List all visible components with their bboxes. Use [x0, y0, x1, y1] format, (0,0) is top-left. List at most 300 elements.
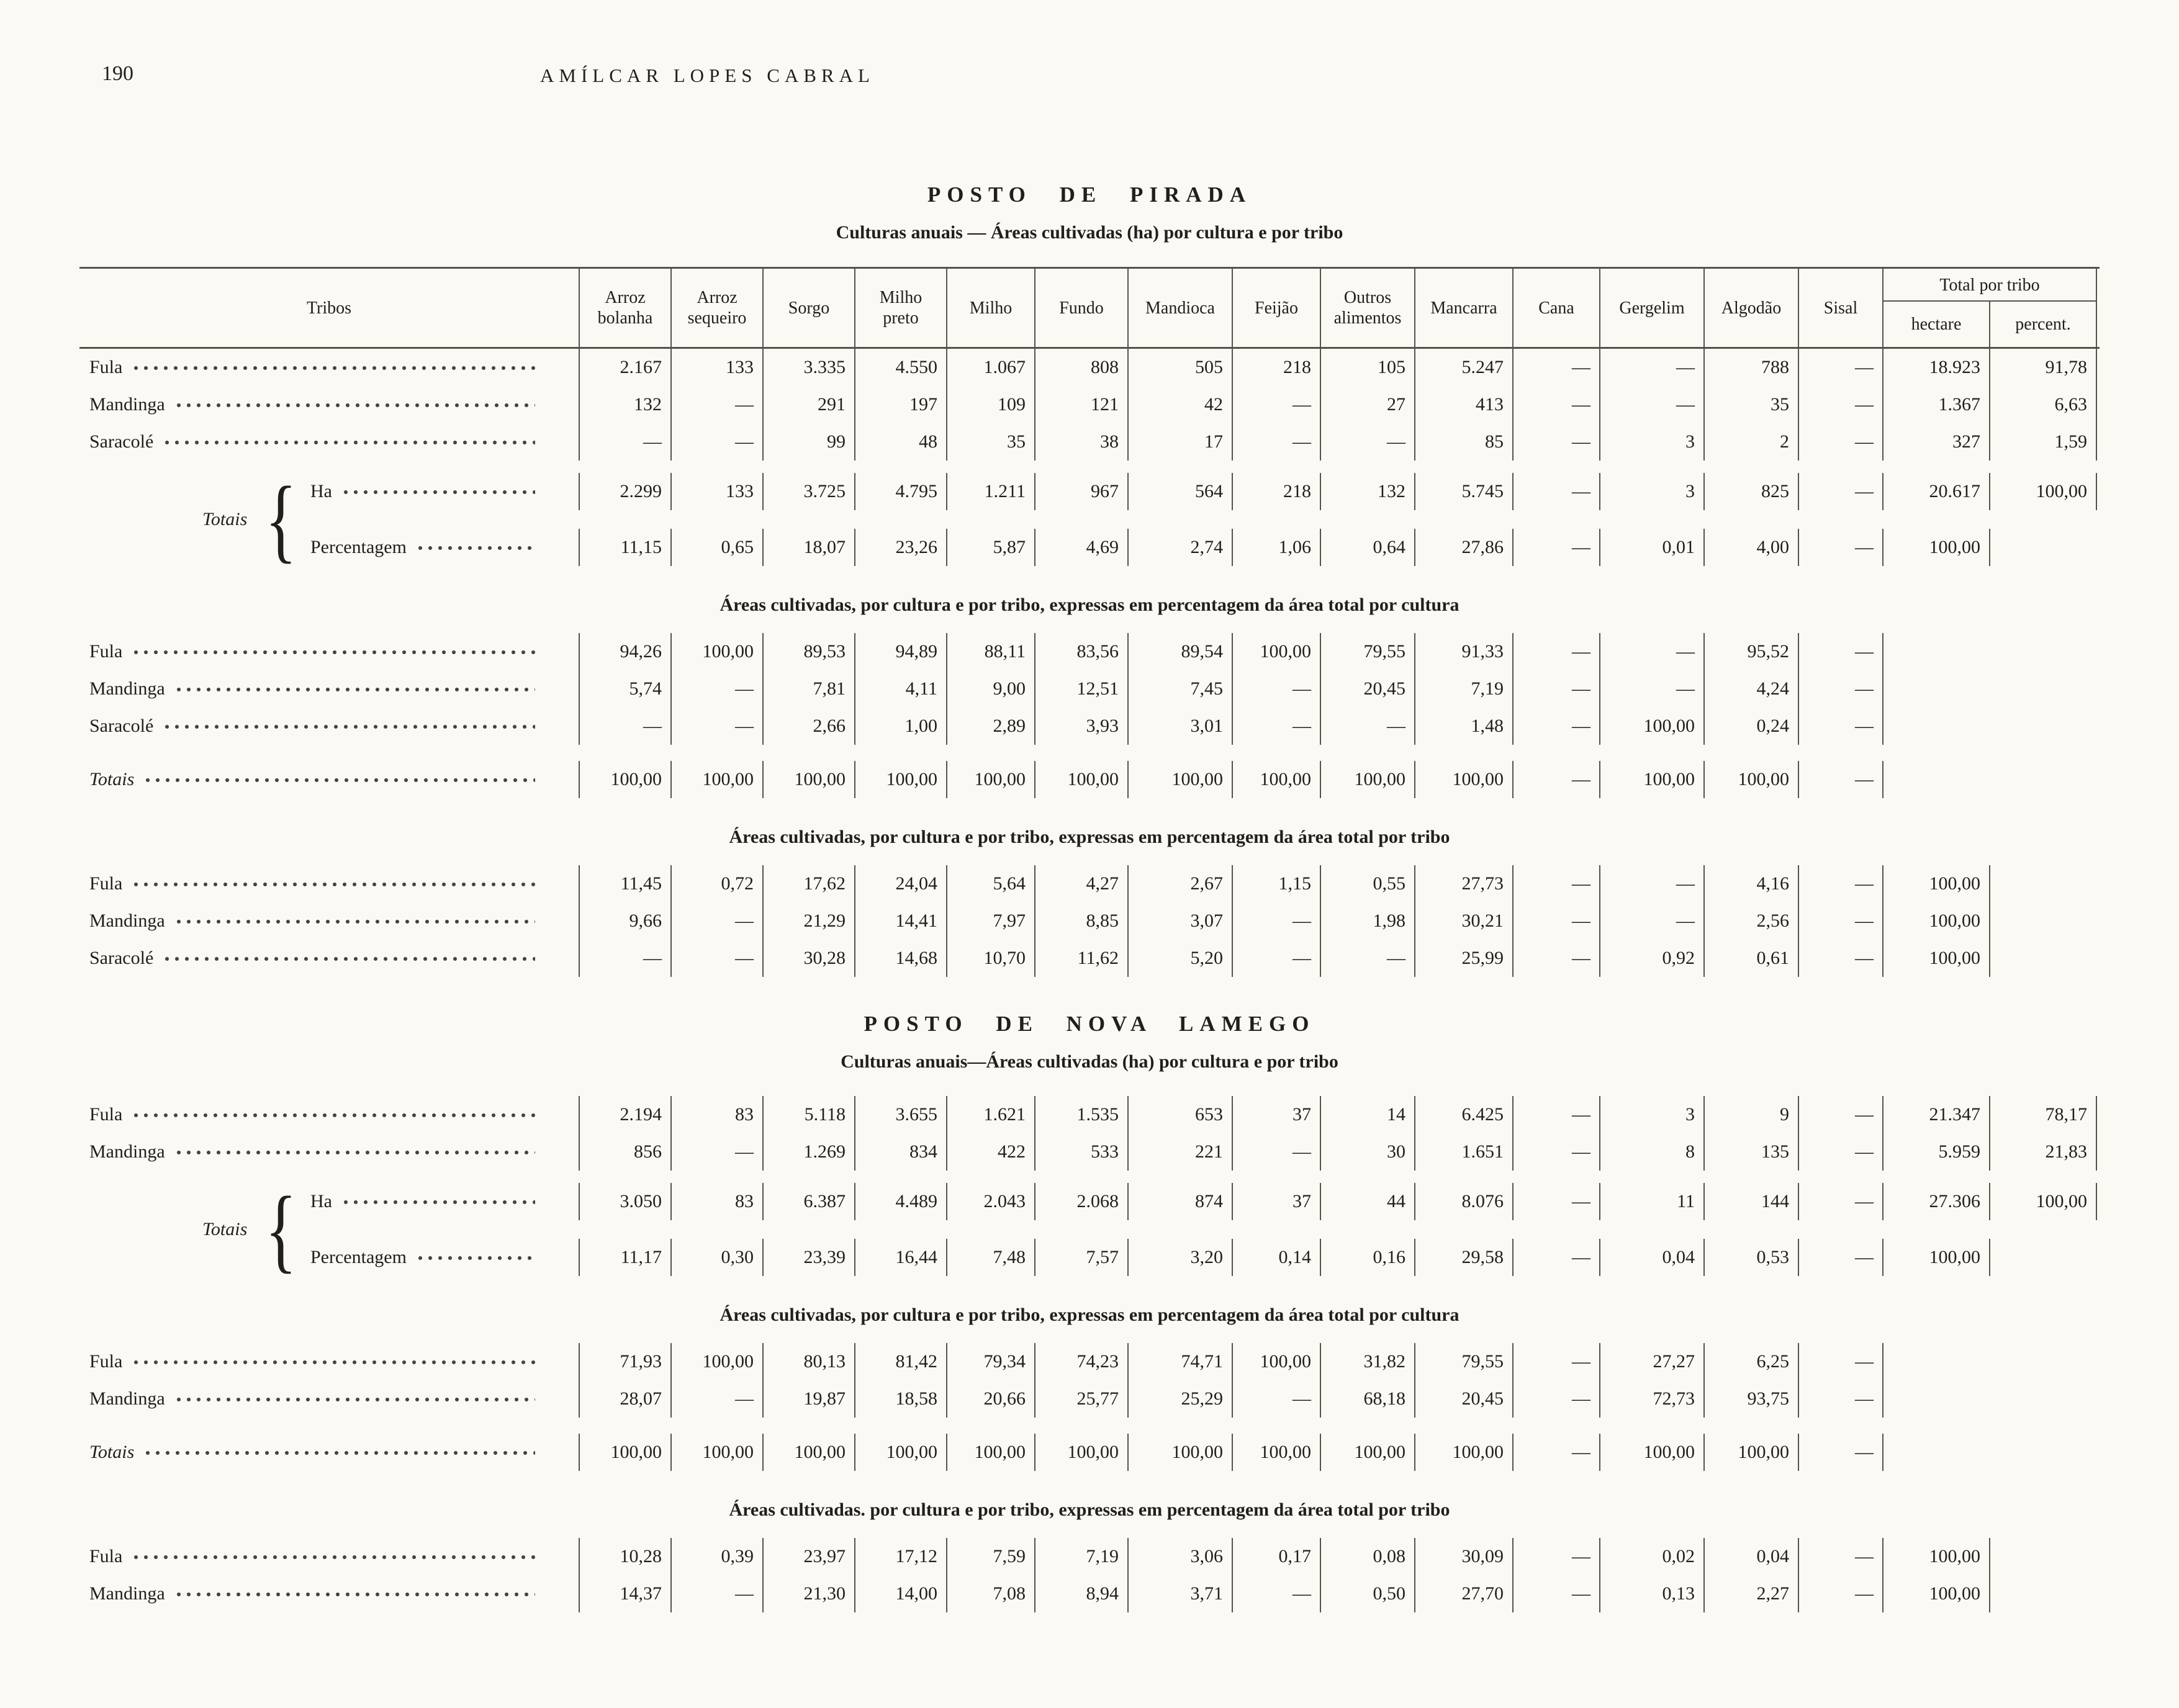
- row-label: Mandinga: [89, 1141, 165, 1162]
- value-cell: 5,64: [947, 865, 1035, 902]
- value-cell: —: [1233, 902, 1321, 940]
- value-cell: —: [1799, 1343, 1884, 1380]
- row-label-cell: [79, 386, 580, 423]
- value-cell: 2,56: [1705, 902, 1799, 940]
- total-subheaders: [1884, 302, 2096, 347]
- page-number: 190: [102, 62, 133, 85]
- value-cell: 21,29: [764, 902, 855, 940]
- value-cell: 100,00: [855, 1434, 947, 1471]
- dot-leader: [162, 437, 535, 448]
- table-row: [79, 423, 2100, 461]
- total-hectare-cell: [1884, 1343, 1990, 1380]
- value-cell: 25,99: [1415, 940, 1514, 977]
- value-cell: 1,15: [1233, 865, 1321, 902]
- value-cell: 4.489: [855, 1183, 947, 1220]
- value-cell: 1.067: [947, 349, 1035, 386]
- value-cell: 30,28: [764, 940, 855, 977]
- value-cell: 100,00: [580, 1434, 672, 1471]
- total-percent-cell: 91,78: [1990, 349, 2097, 386]
- value-cell: 3: [1600, 423, 1705, 461]
- value-cell: 14,37: [580, 1575, 672, 1612]
- value-cell: 12,51: [1035, 670, 1129, 708]
- value-cell: 79,55: [1415, 1343, 1514, 1380]
- table-row: [79, 1096, 2100, 1133]
- value-cell: 91,33: [1415, 633, 1514, 670]
- value-cell: 100,00: [1233, 1434, 1321, 1471]
- table-row: [79, 670, 2100, 708]
- value-cell: —: [1600, 865, 1705, 902]
- row-label: Mandinga: [89, 678, 165, 699]
- value-cell: 100,00: [1233, 1343, 1321, 1380]
- nova-lamego-pct-by-culture-heading: Áreas cultivadas, por cultura e por tribo, expressas em percentagem da área total por cultura: [720, 1305, 1459, 1325]
- totals-caption: [202, 1177, 304, 1282]
- value-cell: 1.269: [764, 1133, 855, 1171]
- value-cell: 109: [947, 386, 1035, 423]
- column-header: Outros alimentos: [1321, 269, 1415, 347]
- total-percent-cell: [1990, 865, 2097, 902]
- value-cell: 0,08: [1321, 1538, 1415, 1575]
- value-cell: 83: [672, 1096, 764, 1133]
- pirada-title: POSTO DE PIRADA: [927, 182, 1252, 207]
- value-cell: 3.655: [855, 1096, 947, 1133]
- value-cell: 1,98: [1321, 902, 1415, 940]
- value-cell: 0,02: [1600, 1538, 1705, 1575]
- value-cell: 0,16: [1321, 1239, 1415, 1276]
- value-cell: —: [1799, 633, 1884, 670]
- value-cell: 825: [1705, 473, 1799, 510]
- row-label-cell: [79, 1133, 580, 1171]
- total-percent-cell: [1990, 529, 2097, 566]
- value-cell: 100,00: [1233, 633, 1321, 670]
- table-row: [79, 633, 2100, 670]
- pirada-totals-block: [79, 467, 2100, 572]
- value-cell: 3,20: [1129, 1239, 1233, 1276]
- dot-leader: [341, 487, 535, 498]
- row-label-cell: [79, 670, 580, 708]
- totals-label: Totais: [202, 509, 248, 529]
- row-label: Fula: [89, 1104, 123, 1125]
- value-cell: 25,29: [1129, 1380, 1233, 1418]
- pirada-areas-table: [79, 349, 2100, 461]
- value-cell: 23,97: [764, 1538, 855, 1575]
- value-cell: 14,68: [855, 940, 947, 977]
- value-cell: 808: [1035, 349, 1129, 386]
- value-cell: 0,30: [672, 1239, 764, 1276]
- value-cell: —: [1600, 349, 1705, 386]
- value-cell: —: [1514, 670, 1600, 708]
- value-cell: 80,13: [764, 1343, 855, 1380]
- value-cell: 100,00: [764, 761, 855, 798]
- table-header: [79, 267, 2100, 349]
- total-percent-cell: [1990, 1538, 2097, 1575]
- value-cell: 0,04: [1600, 1239, 1705, 1276]
- value-cell: 1.651: [1415, 1133, 1514, 1171]
- value-cell: —: [1514, 1133, 1600, 1171]
- value-cell: —: [1799, 1133, 1884, 1171]
- value-cell: 30,21: [1415, 902, 1514, 940]
- row-label-cell: [79, 1239, 580, 1276]
- value-cell: 218: [1233, 349, 1321, 386]
- value-cell: 2: [1705, 423, 1799, 461]
- row-label-cell: [79, 761, 580, 798]
- total-hectare-cell: [1884, 1380, 1990, 1418]
- value-cell: 2.043: [947, 1183, 1035, 1220]
- totals-block: [79, 1177, 2100, 1282]
- total-hectare-cell: 100,00: [1884, 902, 1990, 940]
- table-row: [79, 1133, 2100, 1171]
- value-cell: 564: [1129, 473, 1233, 510]
- total-hectare-cell: [1884, 633, 1990, 670]
- dot-leader: [174, 1394, 535, 1405]
- value-cell: 132: [1321, 473, 1415, 510]
- table-row: [79, 865, 2100, 902]
- value-cell: —: [1514, 386, 1600, 423]
- value-cell: 27,86: [1415, 529, 1514, 566]
- value-cell: 89,53: [764, 633, 855, 670]
- running-head: [79, 62, 2100, 91]
- value-cell: 81,42: [855, 1343, 947, 1380]
- value-cell: 0,17: [1233, 1538, 1321, 1575]
- row-label: Ha: [310, 481, 332, 501]
- row-label: Fula: [89, 1351, 123, 1372]
- dot-leader: [174, 400, 535, 411]
- value-cell: 2,27: [1705, 1575, 1799, 1612]
- total-percent-cell: 1,59: [1990, 423, 2097, 461]
- value-cell: 856: [580, 1133, 672, 1171]
- totals-block: [79, 467, 2100, 572]
- value-cell: 0,24: [1705, 708, 1799, 745]
- value-cell: 2.194: [580, 1096, 672, 1133]
- total-hectare-cell: 100,00: [1884, 1239, 1990, 1276]
- value-cell: 68,18: [1321, 1380, 1415, 1418]
- column-header: Milho preto: [855, 269, 947, 347]
- value-cell: 5.118: [764, 1096, 855, 1133]
- value-cell: 2,89: [947, 708, 1035, 745]
- value-cell: 44: [1321, 1183, 1415, 1220]
- value-cell: 8,85: [1035, 902, 1129, 940]
- total-percent-cell: 100,00: [1990, 473, 2097, 510]
- value-cell: —: [1514, 761, 1600, 798]
- value-cell: 0,39: [672, 1538, 764, 1575]
- value-cell: 100,00: [1600, 761, 1705, 798]
- dot-leader: [341, 1197, 535, 1208]
- value-cell: 11,45: [580, 865, 672, 902]
- total-hectare-cell: 20.617: [1884, 473, 1990, 510]
- column-header: Sisal: [1799, 269, 1884, 347]
- row-label-cell: [79, 1096, 580, 1133]
- value-cell: 788: [1705, 349, 1799, 386]
- dot-leader: [131, 647, 535, 658]
- row-label: Fula: [89, 641, 123, 662]
- value-cell: 221: [1129, 1133, 1233, 1171]
- value-cell: —: [1514, 1183, 1600, 1220]
- value-cell: 121: [1035, 386, 1129, 423]
- value-cell: 132: [580, 386, 672, 423]
- value-cell: 5.247: [1415, 349, 1514, 386]
- value-cell: —: [1600, 902, 1705, 940]
- value-cell: 37: [1233, 1096, 1321, 1133]
- value-cell: 6,25: [1705, 1343, 1799, 1380]
- dot-leader: [162, 953, 535, 964]
- value-cell: —: [1514, 349, 1600, 386]
- value-cell: —: [1233, 1380, 1321, 1418]
- value-cell: 100,00: [580, 761, 672, 798]
- value-cell: —: [1799, 529, 1884, 566]
- total-hectare-cell: [1884, 761, 1990, 798]
- value-cell: 100,00: [1233, 761, 1321, 798]
- value-cell: —: [1514, 1096, 1600, 1133]
- value-cell: 100,00: [672, 1434, 764, 1471]
- table-row: [79, 473, 2100, 510]
- running-header: AMÍLCAR LOPES CABRAL: [540, 65, 875, 86]
- row-label-cell: [79, 633, 580, 670]
- value-cell: 100,00: [1321, 761, 1415, 798]
- row-label-cell: [79, 708, 580, 745]
- value-cell: —: [672, 423, 764, 461]
- value-cell: 0,01: [1600, 529, 1705, 566]
- value-cell: 7,81: [764, 670, 855, 708]
- value-cell: 23,39: [764, 1239, 855, 1276]
- row-label-cell: [79, 1575, 580, 1612]
- value-cell: 85: [1415, 423, 1514, 461]
- nova-lamego-subtitle: Culturas anuais—Áreas cultivadas (ha) por cultura e por tribo: [841, 1051, 1338, 1072]
- value-cell: 6.387: [764, 1183, 855, 1220]
- value-cell: 38: [1035, 423, 1129, 461]
- row-label: Fula: [89, 1546, 123, 1566]
- value-cell: 100,00: [1129, 761, 1233, 798]
- value-cell: 2.299: [580, 473, 672, 510]
- column-header: Sorgo: [764, 269, 855, 347]
- total-hectare-cell: 100,00: [1884, 1538, 1990, 1575]
- column-header-tribos: Tribos: [79, 269, 580, 347]
- value-cell: 100,00: [947, 761, 1035, 798]
- row-label: Ha: [310, 1191, 332, 1211]
- value-cell: 100,00: [764, 1434, 855, 1471]
- value-cell: 4.550: [855, 349, 947, 386]
- dot-leader: [174, 1147, 535, 1158]
- total-percent-cell: [1990, 708, 2097, 745]
- value-cell: —: [1799, 473, 1884, 510]
- value-cell: —: [1514, 473, 1600, 510]
- total-percent-cell: [1990, 670, 2097, 708]
- total-percent-cell: 21,83: [1990, 1133, 2097, 1171]
- value-cell: 71,93: [580, 1343, 672, 1380]
- value-cell: —: [1799, 708, 1884, 745]
- value-cell: 11,17: [580, 1239, 672, 1276]
- value-cell: 24,04: [855, 865, 947, 902]
- table-row: [79, 1380, 2100, 1418]
- value-cell: 18,07: [764, 529, 855, 566]
- value-cell: 37: [1233, 1183, 1321, 1220]
- value-cell: 6.425: [1415, 1096, 1514, 1133]
- value-cell: 27,73: [1415, 865, 1514, 902]
- value-cell: 7,08: [947, 1575, 1035, 1612]
- value-cell: 505: [1129, 349, 1233, 386]
- value-cell: 5.745: [1415, 473, 1514, 510]
- value-cell: 2.068: [1035, 1183, 1129, 1220]
- row-label-cell: [79, 529, 580, 566]
- value-cell: 20,66: [947, 1380, 1035, 1418]
- pirada-pct-by-tribe-heading: Áreas cultivadas, por cultura e por tribo, expressas em percentagem da área total por tribo: [729, 827, 1450, 847]
- value-cell: 3.335: [764, 349, 855, 386]
- value-cell: 88,11: [947, 633, 1035, 670]
- value-cell: 9: [1705, 1096, 1799, 1133]
- value-cell: 14,41: [855, 902, 947, 940]
- value-cell: 135: [1705, 1133, 1799, 1171]
- value-cell: 11,62: [1035, 940, 1129, 977]
- value-cell: 20,45: [1321, 670, 1415, 708]
- value-cell: 21,30: [764, 1575, 855, 1612]
- total-hectare-cell: 27.306: [1884, 1183, 1990, 1220]
- value-cell: 100,00: [672, 761, 764, 798]
- table-row: [79, 761, 2100, 798]
- value-cell: —: [1321, 423, 1415, 461]
- value-cell: 413: [1415, 386, 1514, 423]
- row-label: Totais: [89, 769, 135, 789]
- value-cell: 4,24: [1705, 670, 1799, 708]
- row-label-cell: [79, 1380, 580, 1418]
- column-header: Milho: [947, 269, 1035, 347]
- row-label: Saracolé: [89, 431, 154, 452]
- dot-leader: [174, 684, 535, 695]
- value-cell: 16,44: [855, 1239, 947, 1276]
- value-cell: 100,00: [1600, 708, 1705, 745]
- value-cell: 5,74: [580, 670, 672, 708]
- value-cell: 20,45: [1415, 1380, 1514, 1418]
- value-cell: —: [1514, 1380, 1600, 1418]
- value-cell: 100,00: [1321, 1434, 1415, 1471]
- column-header: Feijão: [1233, 269, 1321, 347]
- value-cell: 93,75: [1705, 1380, 1799, 1418]
- value-cell: —: [672, 902, 764, 940]
- value-cell: —: [1600, 670, 1705, 708]
- total-hectare-cell: 5.959: [1884, 1133, 1990, 1171]
- value-cell: 74,71: [1129, 1343, 1233, 1380]
- value-cell: 8,94: [1035, 1575, 1129, 1612]
- value-cell: 94,26: [580, 633, 672, 670]
- pirada-pct-by-tribe-table: [79, 865, 2100, 977]
- value-cell: 100,00: [672, 633, 764, 670]
- value-cell: —: [1799, 761, 1884, 798]
- value-cell: —: [672, 708, 764, 745]
- value-cell: 79,34: [947, 1343, 1035, 1380]
- value-cell: 533: [1035, 1133, 1129, 1171]
- value-cell: 9,00: [947, 670, 1035, 708]
- value-cell: 1.621: [947, 1096, 1035, 1133]
- total-hectare-cell: 21.347: [1884, 1096, 1990, 1133]
- nova-lamego-pct-by-culture-table: [79, 1343, 2100, 1471]
- total-hectare-cell: 1.367: [1884, 386, 1990, 423]
- dot-leader: [162, 721, 535, 732]
- value-cell: 94,89: [855, 633, 947, 670]
- value-cell: —: [1233, 708, 1321, 745]
- value-cell: 28,07: [580, 1380, 672, 1418]
- value-cell: 3,71: [1129, 1575, 1233, 1612]
- value-cell: 100,00: [1415, 1434, 1514, 1471]
- value-cell: —: [1799, 423, 1884, 461]
- value-cell: —: [1321, 940, 1415, 977]
- value-cell: —: [1799, 386, 1884, 423]
- column-header-hectare: hectare: [1884, 302, 1990, 347]
- row-label: Fula: [89, 357, 123, 377]
- value-cell: 1,06: [1233, 529, 1321, 566]
- column-header: Arroz bolanha: [580, 269, 672, 347]
- total-percent-cell: [1990, 1343, 2097, 1380]
- value-cell: 4,00: [1705, 529, 1799, 566]
- table-row: [79, 1183, 2100, 1220]
- value-cell: 100,00: [672, 1343, 764, 1380]
- dot-leader: [131, 1110, 535, 1121]
- value-cell: 89,54: [1129, 633, 1233, 670]
- nova-lamego-title: POSTO DE NOVA LAMEGO: [864, 1012, 1315, 1036]
- value-cell: 4,69: [1035, 529, 1129, 566]
- value-cell: —: [1233, 670, 1321, 708]
- value-cell: 3,06: [1129, 1538, 1233, 1575]
- value-cell: 2.167: [580, 349, 672, 386]
- value-cell: 0,13: [1600, 1575, 1705, 1612]
- dot-leader: [131, 1552, 535, 1563]
- value-cell: 35: [947, 423, 1035, 461]
- value-cell: 0,53: [1705, 1239, 1799, 1276]
- value-cell: 100,00: [1705, 1434, 1799, 1471]
- value-cell: 4,27: [1035, 865, 1129, 902]
- value-cell: 7,97: [947, 902, 1035, 940]
- value-cell: 25,77: [1035, 1380, 1129, 1418]
- value-cell: 3.725: [764, 473, 855, 510]
- value-cell: —: [1799, 670, 1884, 708]
- dot-leader: [415, 542, 535, 554]
- column-header: Cana: [1514, 269, 1600, 347]
- total-percent-cell: [1990, 633, 2097, 670]
- value-cell: 72,73: [1600, 1380, 1705, 1418]
- value-cell: 48: [855, 423, 947, 461]
- row-label: Fula: [89, 873, 123, 894]
- value-cell: —: [1799, 865, 1884, 902]
- value-cell: 100,00: [1705, 761, 1799, 798]
- value-cell: 0,72: [672, 865, 764, 902]
- brace-glyph: {: [265, 1177, 297, 1282]
- brace-glyph: {: [265, 467, 297, 572]
- value-cell: 100,00: [1415, 761, 1514, 798]
- row-label: Totais: [89, 1442, 135, 1462]
- value-cell: 8: [1600, 1133, 1705, 1171]
- value-cell: 14: [1321, 1096, 1415, 1133]
- value-cell: 11: [1600, 1183, 1705, 1220]
- table-row: [79, 1434, 2100, 1471]
- value-cell: —: [1799, 902, 1884, 940]
- total-percent-cell: [1990, 1434, 2097, 1471]
- table-row: [79, 1343, 2100, 1380]
- value-cell: 0,14: [1233, 1239, 1321, 1276]
- value-cell: 100,00: [1035, 761, 1129, 798]
- row-label: Mandinga: [89, 1583, 165, 1604]
- value-cell: 11,15: [580, 529, 672, 566]
- total-percent-cell: [1990, 1380, 2097, 1418]
- value-cell: 2,74: [1129, 529, 1233, 566]
- column-header-total-group: [1884, 269, 2097, 347]
- table-row: [79, 902, 2100, 940]
- value-cell: 100,00: [1129, 1434, 1233, 1471]
- value-cell: 3.050: [580, 1183, 672, 1220]
- value-cell: 100,00: [947, 1434, 1035, 1471]
- value-cell: —: [1514, 1434, 1600, 1471]
- dot-leader: [174, 1589, 535, 1600]
- value-cell: 0,92: [1600, 940, 1705, 977]
- row-label: Saracolé: [89, 948, 154, 968]
- table-row: [79, 1538, 2100, 1575]
- total-percent-cell: [1990, 1575, 2097, 1612]
- value-cell: —: [1514, 902, 1600, 940]
